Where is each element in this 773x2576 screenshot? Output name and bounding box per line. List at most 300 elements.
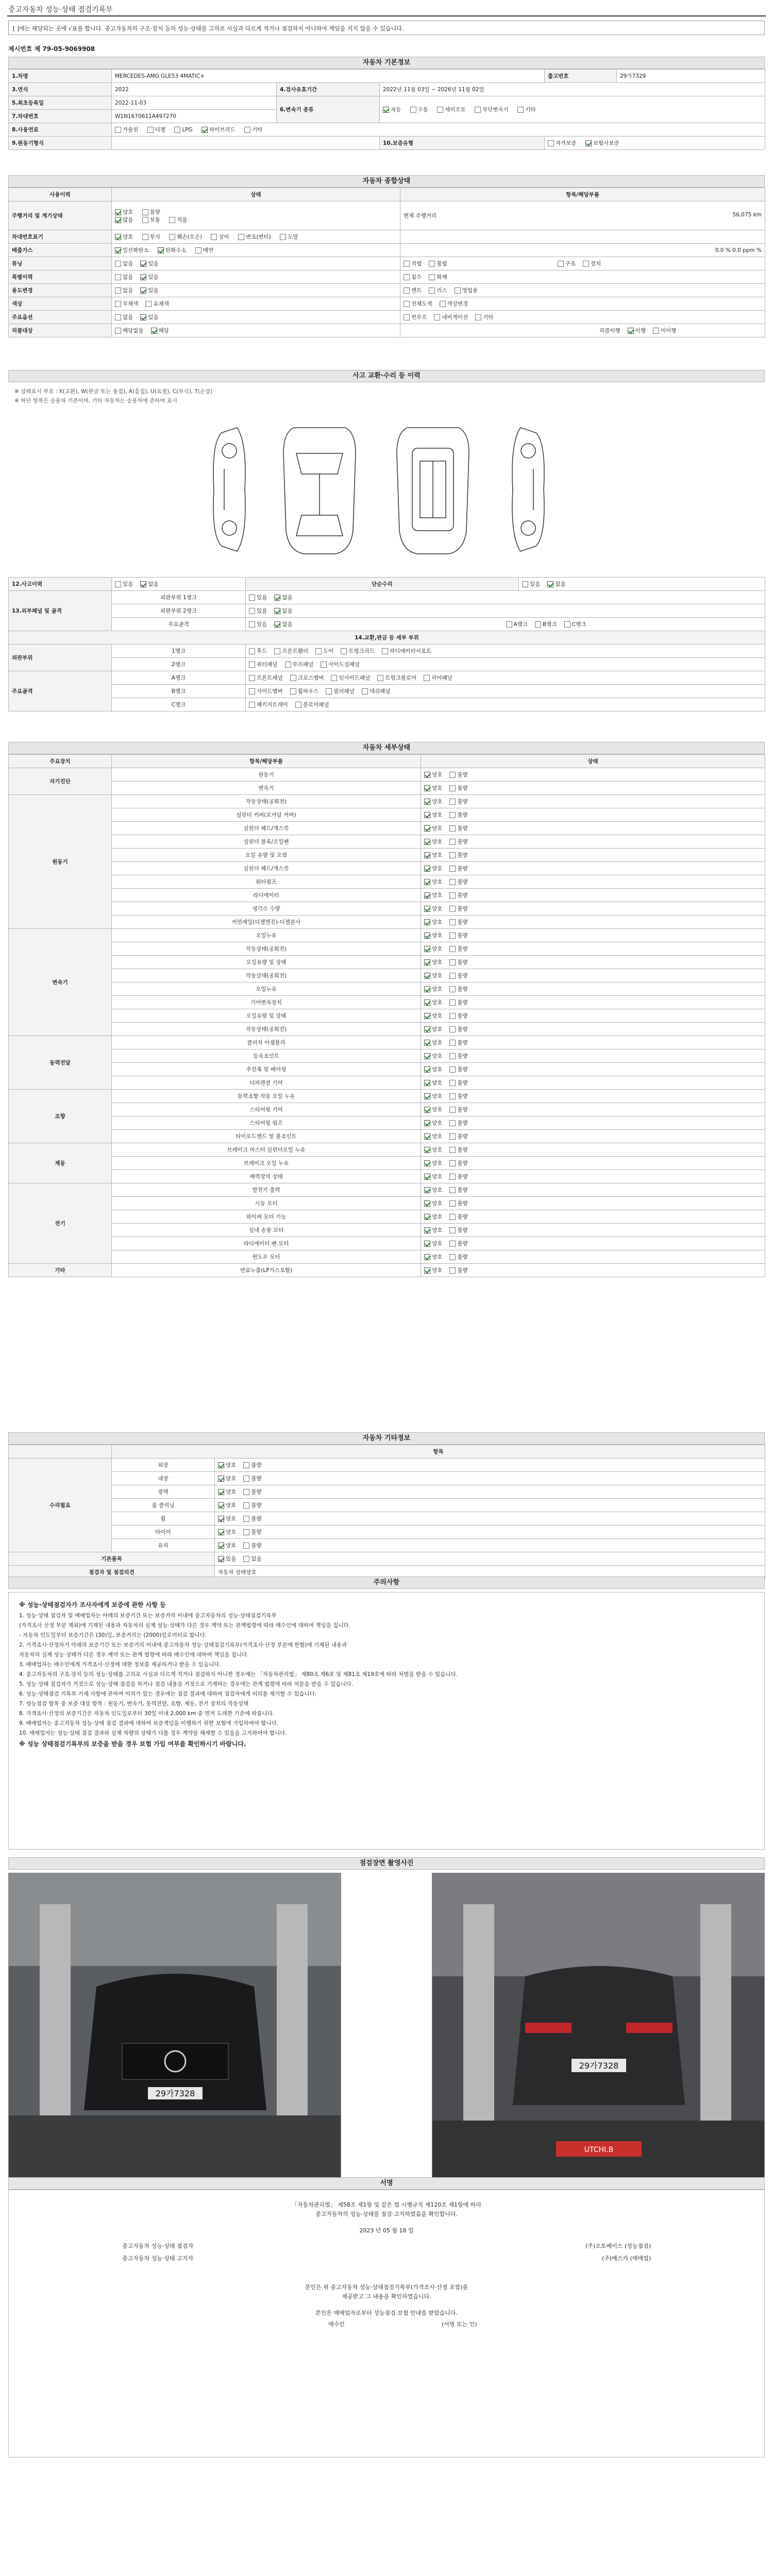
detail-row	[9, 782, 765, 795]
color-achromatic-checkbox[interactable]	[115, 301, 121, 307]
detail-state-checkbox[interactable]	[424, 1093, 430, 1099]
notes-line: 7. 성능점검 항목 중 보증 대상 항목 : 원동기, 변속기, 동력전달, 조향, 제동, 전기 장치의 작동상태	[19, 1701, 249, 1707]
detail-row-state: 양호 불량	[421, 929, 765, 942]
detail-row-state: 양호 불량	[421, 822, 765, 835]
exchange-header: 14.교환,판금 등 세부 부위	[9, 631, 765, 645]
car-body-diagram	[201, 412, 572, 567]
detail-state-checkbox[interactable]	[449, 1214, 456, 1220]
rear-banner-text: UTCHI.B	[584, 2146, 614, 2154]
valid-value: 2022년 11월 03일 ~ 2026년 11월 02일	[380, 83, 765, 96]
fuel-lpg-checkbox[interactable]	[174, 127, 180, 133]
rank2-label: 외판부위 2랭크	[112, 604, 246, 618]
other-state-checkbox[interactable]	[218, 1489, 224, 1495]
detail-state-checkbox[interactable]	[424, 892, 430, 899]
first-reg-label: 5.최초등록일	[9, 96, 112, 110]
trans-semi-checkbox[interactable]	[437, 107, 443, 113]
use-business-checkbox[interactable]	[455, 287, 461, 294]
detail-row	[9, 1170, 765, 1183]
cert-number-label: 제시번호	[8, 45, 32, 53]
detail-state-checkbox[interactable]	[424, 1227, 430, 1233]
opinion-label: 점검자 및 점검의견	[9, 1566, 215, 1579]
detail-row-label: 작동상태(공회전)	[112, 1023, 421, 1036]
detail-row	[9, 808, 765, 822]
state-col-state: 상태	[112, 188, 400, 201]
detail-state-checkbox[interactable]	[424, 1066, 430, 1073]
doc-notice: [ ]에는 해당되는 곳에 √표를 합니다. 중고자동차의 구조·장치 등의 성능·상태를 고의로 사실과 다르게 적거나 점검하지 아니하여 책임을 지지 않을 수 있습니다.	[8, 21, 765, 35]
vin-corrode-checkbox[interactable]	[142, 234, 148, 240]
notes-line: 1. 성능·상태 점검자 및 매매업자는 아래의 보증기간 또는 보증거리 이내에 중고자동차의 성능·상태점검기록부	[19, 1613, 277, 1619]
fuel-other-checkbox[interactable]	[244, 127, 250, 133]
notes-line: 10. 매매업자는 성능·상태 점검 결과와 실제 차량의 상태가 다를 경우 계약을 해제할 수 있음을 고지하여야 합니다.	[19, 1730, 287, 1736]
detail-state-checkbox[interactable]	[449, 986, 456, 992]
other-item-state: 양호 불량	[215, 1499, 765, 1512]
vin-damage-checkbox[interactable]	[169, 234, 175, 240]
detail-state-checkbox[interactable]	[424, 1080, 430, 1086]
detail-row	[9, 1103, 765, 1116]
detail-state-checkbox[interactable]	[449, 1013, 456, 1019]
tuning-legal-checkbox[interactable]	[404, 261, 410, 267]
trans-other-checkbox[interactable]	[517, 107, 524, 113]
color-full-checkbox[interactable]	[404, 301, 410, 307]
basic-items-yes-checkbox[interactable]	[218, 1556, 224, 1562]
detail-row	[9, 1143, 765, 1157]
detail-row-label: 타이로드엔드 및 볼조인트	[112, 1130, 421, 1143]
detail-state-checkbox[interactable]	[449, 1267, 456, 1274]
detail-state-checkbox[interactable]	[449, 825, 456, 832]
emission-hc-checkbox[interactable]	[158, 247, 164, 253]
detail-state-checkbox[interactable]	[424, 1267, 430, 1274]
detail-state-checkbox[interactable]	[424, 1040, 430, 1046]
detail-row-state: 양호 불량	[421, 1076, 765, 1090]
detail-group-label: 원동기	[9, 795, 112, 929]
detail-row-state: 양호 불량	[421, 1023, 765, 1036]
other-state-checkbox[interactable]	[218, 1476, 224, 1482]
special-label: 특별이력	[9, 270, 112, 284]
detail-state-checkbox[interactable]	[424, 866, 430, 872]
detail-state-checkbox[interactable]	[424, 1214, 430, 1220]
detail-row-label: 커먼레일(디젤엔진)-디젤분사	[112, 916, 421, 929]
detail-row-label: 연료누출(LP가스포함)	[112, 1264, 421, 1277]
other-item-state: 양호 불량	[215, 1539, 765, 1552]
detail-row-label: 작동상태(공회전)	[112, 969, 421, 982]
trans-cvt-checkbox[interactable]	[475, 107, 481, 113]
basic-items-no-checkbox[interactable]	[243, 1556, 249, 1562]
option-none-checkbox[interactable]	[115, 314, 121, 320]
detail-row-label: 와이퍼 모터 기능	[112, 1210, 421, 1224]
detail-state-checkbox[interactable]	[449, 1200, 456, 1207]
notes-line: 6. 성능·상태점검 기록부 기재 사항에 관하여 이의가 있는 경우에는 점검 결과에 대하여 점검자에게 이의를 제기할 수 있습니다.	[19, 1691, 317, 1697]
other-row	[9, 1539, 765, 1552]
detail-row-state: 양호 불량	[421, 1170, 765, 1183]
detail-row-label: 배력장치 상태	[112, 1170, 421, 1183]
detail-state-checkbox[interactable]	[424, 1147, 430, 1153]
option-sunroof-checkbox[interactable]	[404, 314, 410, 320]
other-state-checkbox[interactable]	[243, 1529, 249, 1535]
detail-state-checkbox[interactable]	[449, 1053, 456, 1059]
detail-row	[9, 902, 765, 916]
accident-label: 12.사고이력	[9, 578, 112, 591]
detail-row-state: 양호 불량	[421, 1143, 765, 1157]
detail-row	[9, 875, 765, 889]
other-row	[9, 1512, 765, 1526]
other-item-label: 휠	[112, 1512, 215, 1526]
sign-box	[8, 2190, 765, 2458]
detail-row-state: 양호 불량	[421, 1224, 765, 1237]
rear-photo	[432, 1873, 765, 2182]
accident-no-checkbox[interactable]	[140, 581, 146, 587]
detail-state-checkbox[interactable]	[449, 866, 456, 872]
detail-state-checkbox[interactable]	[424, 812, 430, 818]
detail-row	[9, 1023, 765, 1036]
car-name-value: MERCEDES-AMG GLE53 4MATIC+	[112, 70, 545, 83]
mileage-normal-checkbox[interactable]	[142, 217, 148, 223]
accident-yes-checkbox[interactable]	[115, 581, 121, 587]
detail-row	[9, 1183, 765, 1197]
repair-yes-checkbox[interactable]	[522, 581, 528, 587]
detail-state-checkbox[interactable]	[424, 933, 430, 939]
detail-row	[9, 1090, 765, 1103]
accident-table: 12.사고이력 있음 없음 단순수리 있음 없음 13.외부패널 및 골격 외판부위 1랭크 있음 없음 외판부위 2랭크 있음 없음 주요골격 있음 없음 A랭크 B랭크 C랭크 14.교환,판금 등 세부 부위 외판부위 1랭크 후드 프론트휀더 도어 트렁크리드 라디에이터서포트 2랭크 쿼터패널 루프패널 사이드실패널 주요골격 A랭크 프론트패널 크로스멤버 인사이드패널 트렁크플로어 리어패널 B랭크 사이드멤버 휠하우스 필러패널 대쉬패널 C랭크 패키지트레이 플로어패널	[8, 577, 765, 711]
other-state-checkbox[interactable]	[243, 1462, 249, 1468]
detail-row-label: 워터펌프	[112, 875, 421, 889]
detail-row-state: 양호 불량	[421, 768, 765, 782]
detail-state-checkbox[interactable]	[424, 1241, 430, 1247]
state-table: 사용이력 상태 항목/해당부품 주행거리 및 계기상태 양호 불량 많음 보통 적음 현재 주행거리 56,075 km 차대번호표기 양호 부식 훼손(오손) 상이 변조(변타) 도말 배출가스 일산화탄소 탄화수소 매연 0.0 % 0.0 ppm % 튜닝 없음 있음 적법 불법 구조 장치 특별이력 없음 있음 침수 화재 용도변경 없음 있음 렌트 리스 영업용 색상 무채색 유채색 전체도색 색상변경 주요옵션 없음 있음 썬루프 네비게이션 기타 리콜대상 해당없음 해당 리콜이행 이행 미이행	[8, 188, 765, 337]
detail-state-checkbox[interactable]	[424, 1187, 430, 1193]
buyer-line: 본인은 매매업자로부터 성능점검 보험 안내를 받았습니다.	[315, 2310, 458, 2316]
front-photo-image	[9, 1873, 341, 2182]
detail-row-label: 스티어링 펌프	[112, 1116, 421, 1130]
detail-state-checkbox[interactable]	[424, 1053, 430, 1059]
detail-col-item: 주요장치	[9, 755, 112, 768]
front-photo	[8, 1873, 341, 2182]
detail-state-checkbox[interactable]	[424, 1174, 430, 1180]
detail-state-checkbox[interactable]	[449, 852, 456, 858]
vin-differ-checkbox[interactable]	[211, 234, 217, 240]
rank1-yes-checkbox[interactable]	[249, 595, 255, 601]
detail-row	[9, 982, 765, 996]
year-value: 2022	[112, 83, 277, 96]
frame-b-checkbox[interactable]	[535, 621, 541, 628]
emission-detail: 0.0 % 0.0 ppm %	[400, 244, 765, 257]
use-rental-checkbox[interactable]	[404, 287, 410, 294]
detail-state-checkbox[interactable]	[449, 1120, 456, 1126]
other-item-label: 내장	[112, 1472, 215, 1485]
detail-row-state: 양호 불량	[421, 875, 765, 889]
detail-state-checkbox[interactable]	[449, 1241, 456, 1247]
fuel-hybrid-checkbox[interactable]	[201, 127, 208, 133]
detail-row-label: 브레이크 마스터 실린더오일 누유	[112, 1143, 421, 1157]
special-none-checkbox[interactable]	[115, 274, 121, 280]
detail-row-state: 양호 불량	[421, 1250, 765, 1264]
inspector-name: (주)오토베이스 (성능점검)	[585, 2243, 651, 2249]
cert-number-value: 제 79-05-9069908	[34, 45, 95, 53]
detail-state-checkbox[interactable]	[424, 1013, 430, 1019]
other-state-checkbox[interactable]	[243, 1489, 249, 1495]
other-item-state: 양호 불량	[215, 1459, 765, 1472]
detail-row-state: 양호 불량	[421, 1090, 765, 1103]
detail-row-label: 실린더 커버(로커암 커버)	[112, 808, 421, 822]
detail-state-checkbox[interactable]	[449, 772, 456, 778]
mileage-current-label: 현재 주행거리	[404, 213, 437, 219]
other-item-label: 외장	[112, 1459, 215, 1472]
detail-state-checkbox[interactable]	[424, 799, 430, 805]
emission-options: 일산화탄소 탄화수소 매연	[112, 244, 400, 257]
detail-row	[9, 1116, 765, 1130]
detail-state-checkbox[interactable]	[449, 1040, 456, 1046]
detail-group-label: 동력전달	[9, 1036, 112, 1090]
other-appearance-label: 수리필요	[9, 1459, 112, 1552]
detail-state-checkbox[interactable]	[449, 919, 456, 925]
other-state-checkbox[interactable]	[218, 1529, 224, 1535]
vin-value: W1N1670611A497270	[112, 110, 277, 123]
detail-row-label: 윈도우 모터	[112, 1250, 421, 1264]
notes-warning: ※ 성능 상태점검기록부의 보증을 받을 경우 보험 가입 여부를 확인하시기 바랍니다.	[19, 1740, 246, 1748]
detail-row-state: 양호 불량	[421, 916, 765, 929]
emission-smoke-checkbox[interactable]	[115, 247, 121, 253]
detail-state-checkbox[interactable]	[424, 825, 430, 832]
mileage-label: 주행거리 및 계기상태	[9, 201, 112, 230]
detail-row-state: 양호 불량	[421, 1063, 765, 1076]
rank2-yes-checkbox[interactable]	[249, 608, 255, 614]
detail-row-label: 디퍼렌셜 기어	[112, 1076, 421, 1090]
detail-state-checkbox[interactable]	[449, 1160, 456, 1166]
tuning-none-checkbox[interactable]	[115, 261, 121, 267]
tuning-structure-checkbox[interactable]	[558, 261, 564, 267]
notes-title: ※ 성능·상태점검자가 조사자에게 보증에 관한 사항 등	[19, 1601, 166, 1608]
trans-auto-checkbox[interactable]	[383, 107, 389, 113]
detail-row	[9, 996, 765, 1009]
detail-state-checkbox[interactable]	[449, 1147, 456, 1153]
other-row	[9, 1472, 765, 1485]
buyer-sign: (서명 또는 인)	[442, 2321, 477, 2328]
frame-c-checkbox[interactable]	[564, 621, 570, 628]
detail-row-state: 양호 불량	[421, 1116, 765, 1130]
detail-row-state: 양호 불량	[421, 1130, 765, 1143]
sign-line-1: 「자동차관리법」 제58조 제1항 및 같은 법 시행규칙 제120조 제1항에 따라	[291, 2201, 482, 2208]
detail-state-checkbox[interactable]	[424, 785, 430, 791]
detail-state-checkbox[interactable]	[424, 1254, 430, 1260]
detail-state-checkbox[interactable]	[424, 1160, 430, 1166]
detail-state-checkbox[interactable]	[424, 986, 430, 992]
major-option-label: 주요옵션	[9, 311, 112, 324]
detail-row-state: 양호 불량	[421, 1210, 765, 1224]
detail-state-checkbox[interactable]	[424, 946, 430, 952]
section-sign-header: 서명	[8, 2177, 765, 2190]
detail-row-label: 라디에이터 팬 모터	[112, 1237, 421, 1250]
fuel-label: 8.사용연료	[9, 123, 112, 137]
warranty-insurance-checkbox[interactable]	[585, 140, 592, 146]
detail-row-label: 실린더 헤드/개스킷	[112, 822, 421, 835]
frame-yes-checkbox[interactable]	[249, 621, 255, 628]
mileage-many-checkbox[interactable]	[115, 217, 121, 223]
detail-state-checkbox[interactable]	[449, 906, 456, 912]
detail-row-state: 양호 불량	[421, 1264, 765, 1277]
detail-row	[9, 1009, 765, 1023]
detail-row-state: 양호 불량	[421, 902, 765, 916]
detail-row-state: 양호 불량	[421, 862, 765, 875]
vin-modify-checkbox[interactable]	[238, 234, 244, 240]
section-other-header: 자동차 기타정보	[8, 1432, 765, 1445]
trans-options: 자동 수동 세미오토 무단변속기 기타	[380, 96, 765, 123]
emission-opacity-checkbox[interactable]	[195, 247, 201, 253]
detail-state-checkbox[interactable]	[424, 959, 430, 965]
detail-state-checkbox[interactable]	[424, 999, 430, 1006]
detail-state-checkbox[interactable]	[449, 946, 456, 952]
detail-state-checkbox[interactable]	[424, 839, 430, 845]
other-state-checkbox[interactable]	[218, 1462, 224, 1468]
rank2-no-checkbox[interactable]	[274, 608, 280, 614]
detail-state-checkbox[interactable]	[449, 1133, 456, 1140]
detail-state-checkbox[interactable]	[449, 1187, 456, 1193]
other-row	[9, 1459, 765, 1472]
other-item-label: 광택	[112, 1485, 215, 1499]
mileage-detail	[400, 201, 765, 230]
other-row	[9, 1526, 765, 1539]
detail-state-checkbox[interactable]	[449, 999, 456, 1006]
notes-line: - 자동차 인도일부터 보증기간은 (30)일, 보증거리는 (2000)킬로미터로 합니다.	[19, 1632, 207, 1638]
detail-state-checkbox[interactable]	[424, 1107, 430, 1113]
notes-line: 9. 매매업자는 중고자동차 성능·상태 점검 결과에 대하여 보증책임을 이행하기 위한 보험에 가입하여야 합니다.	[19, 1720, 279, 1726]
tuning-illegal-checkbox[interactable]	[429, 261, 435, 267]
detail-row-state: 양호 불량	[421, 1237, 765, 1250]
detail-state-checkbox[interactable]	[449, 812, 456, 818]
rank1-no-checkbox[interactable]	[274, 595, 280, 601]
detail-state-checkbox[interactable]	[424, 1026, 430, 1032]
detail-state-checkbox[interactable]	[449, 1107, 456, 1113]
detail-state-checkbox[interactable]	[424, 852, 430, 858]
tuning-yes-checkbox[interactable]	[140, 261, 146, 267]
tuning-label: 튜닝	[9, 257, 112, 270]
option-nav-checkbox[interactable]	[434, 314, 440, 320]
fuel-options: 가솔린 디젤 LPG 하이브리드 기타	[112, 123, 765, 137]
detail-row-state: 양호 불량	[421, 808, 765, 822]
state-col-item: 사용이력	[9, 188, 112, 201]
detail-state-checkbox[interactable]	[424, 1133, 430, 1140]
detail-row	[9, 889, 765, 902]
detail-row	[9, 835, 765, 849]
detail-row-state: 양호 불량	[421, 889, 765, 902]
other-state-checkbox[interactable]	[218, 1516, 224, 1522]
detail-state-checkbox[interactable]	[449, 1066, 456, 1073]
option-other-checkbox[interactable]	[475, 314, 481, 320]
detail-state-checkbox[interactable]	[424, 1200, 430, 1207]
use-yes-checkbox[interactable]	[140, 287, 146, 294]
detail-state-checkbox[interactable]	[449, 1080, 456, 1086]
detail-group-label: 조향	[9, 1090, 112, 1143]
other-state-checkbox[interactable]	[218, 1543, 224, 1549]
detail-state-checkbox[interactable]	[424, 919, 430, 925]
option-yes-checkbox[interactable]	[140, 314, 146, 320]
detail-row-state: 양호 불량	[421, 996, 765, 1009]
detail-state-checkbox[interactable]	[449, 1227, 456, 1233]
other-state-checkbox[interactable]	[218, 1502, 224, 1509]
detail-row-state: 양호 불량	[421, 1157, 765, 1170]
detail-state-checkbox[interactable]	[424, 772, 430, 778]
recall-done-checkbox[interactable]	[628, 328, 634, 334]
detail-state-checkbox[interactable]	[449, 1254, 456, 1260]
detail-col-state: 상태	[421, 755, 765, 768]
special-yes-checkbox[interactable]	[140, 274, 146, 280]
detail-state-checkbox[interactable]	[449, 879, 456, 885]
detail-state-checkbox[interactable]	[449, 959, 456, 965]
mileage-state: 양호 불량 많음 보통 적음	[112, 201, 400, 230]
color-change-checkbox[interactable]	[440, 301, 446, 307]
other-state-checkbox[interactable]	[243, 1516, 249, 1522]
color-chromatic-checkbox[interactable]	[145, 301, 152, 307]
notes-line: 2. 가격조사·산정자가 아래의 보증기간 또는 보증거리 이내에 중고자동차 성능·상태점검기록부(가격조사·산정 부분에 한함)에 기재된 내용과	[19, 1642, 347, 1648]
detail-row-label: 오일유량 및 상태	[112, 1009, 421, 1023]
other-item-state: 양호 불량	[215, 1526, 765, 1539]
frame-no-checkbox[interactable]	[274, 621, 280, 628]
rear-photo-image	[432, 1873, 765, 2182]
car-name-label: 1.차명	[9, 70, 112, 83]
use-lease-checkbox[interactable]	[429, 287, 435, 294]
detail-state-checkbox[interactable]	[449, 785, 456, 791]
vin-good-checkbox[interactable]	[115, 234, 121, 240]
accident-legend-2: ※ 하단 항목은 승용차 기준이며, 기타 자동차는 승용차에 준하여 표시	[14, 398, 178, 404]
basic-info-table	[8, 69, 765, 150]
detail-state-checkbox[interactable]	[449, 892, 456, 899]
fuel-diesel-checkbox[interactable]	[147, 127, 154, 133]
recall-yes-checkbox[interactable]	[151, 328, 157, 334]
mileage-bad-checkbox[interactable]	[142, 209, 148, 215]
detail-row	[9, 862, 765, 875]
detail-group-label: 전기	[9, 1183, 112, 1264]
detail-state-checkbox[interactable]	[449, 839, 456, 845]
seller-name: (주)예스카 (매매업)	[601, 2255, 651, 2262]
vin-erase-checkbox[interactable]	[280, 234, 286, 240]
repair-no-checkbox[interactable]	[547, 581, 553, 587]
frame-a-checkbox[interactable]	[506, 621, 512, 628]
detail-state-checkbox[interactable]	[424, 973, 430, 979]
detail-state-checkbox[interactable]	[424, 879, 430, 885]
detail-row-label: 브레이크 오일 누유	[112, 1157, 421, 1170]
mileage-few-checkbox[interactable]	[169, 217, 175, 223]
tuning-device-checkbox[interactable]	[583, 261, 589, 267]
detail-state-checkbox[interactable]	[449, 1026, 456, 1032]
recall-notdone-checkbox[interactable]	[653, 328, 659, 334]
fuel-gasoline-checkbox[interactable]	[115, 127, 121, 133]
detail-row-label: 원동기	[112, 768, 421, 782]
detail-state-checkbox[interactable]	[449, 933, 456, 939]
trans-manual-checkbox[interactable]	[410, 107, 416, 113]
detail-state-checkbox[interactable]	[449, 799, 456, 805]
detail-state-checkbox[interactable]	[449, 973, 456, 979]
detail-state-checkbox[interactable]	[424, 1120, 430, 1126]
detail-row-label: 냉각수 수량	[112, 902, 421, 916]
detail-state-checkbox[interactable]	[424, 906, 430, 912]
other-state-checkbox[interactable]	[243, 1502, 249, 1509]
rank1-label: 외판부위 1랭크	[112, 591, 246, 604]
detail-row	[9, 1224, 765, 1237]
use-none-checkbox[interactable]	[115, 287, 121, 294]
color-label: 색상	[9, 297, 112, 311]
other-state-checkbox[interactable]	[243, 1476, 249, 1482]
other-state-checkbox[interactable]	[243, 1543, 249, 1549]
special-fire-checkbox[interactable]	[429, 274, 435, 280]
detail-row	[9, 1264, 765, 1277]
detail-state-checkbox[interactable]	[449, 1174, 456, 1180]
special-flood-checkbox[interactable]	[404, 274, 410, 280]
doc-title: 중고자동차 성능·상태 점검기록부	[8, 6, 113, 14]
warranty-label: 10.보증유형	[380, 137, 545, 150]
detail-state-checkbox[interactable]	[449, 1093, 456, 1099]
warranty-self-checkbox[interactable]	[548, 140, 554, 146]
detail-row-label: 시동 모터	[112, 1197, 421, 1210]
recall-none-checkbox[interactable]	[115, 328, 121, 334]
mileage-good-checkbox[interactable]	[115, 209, 121, 215]
